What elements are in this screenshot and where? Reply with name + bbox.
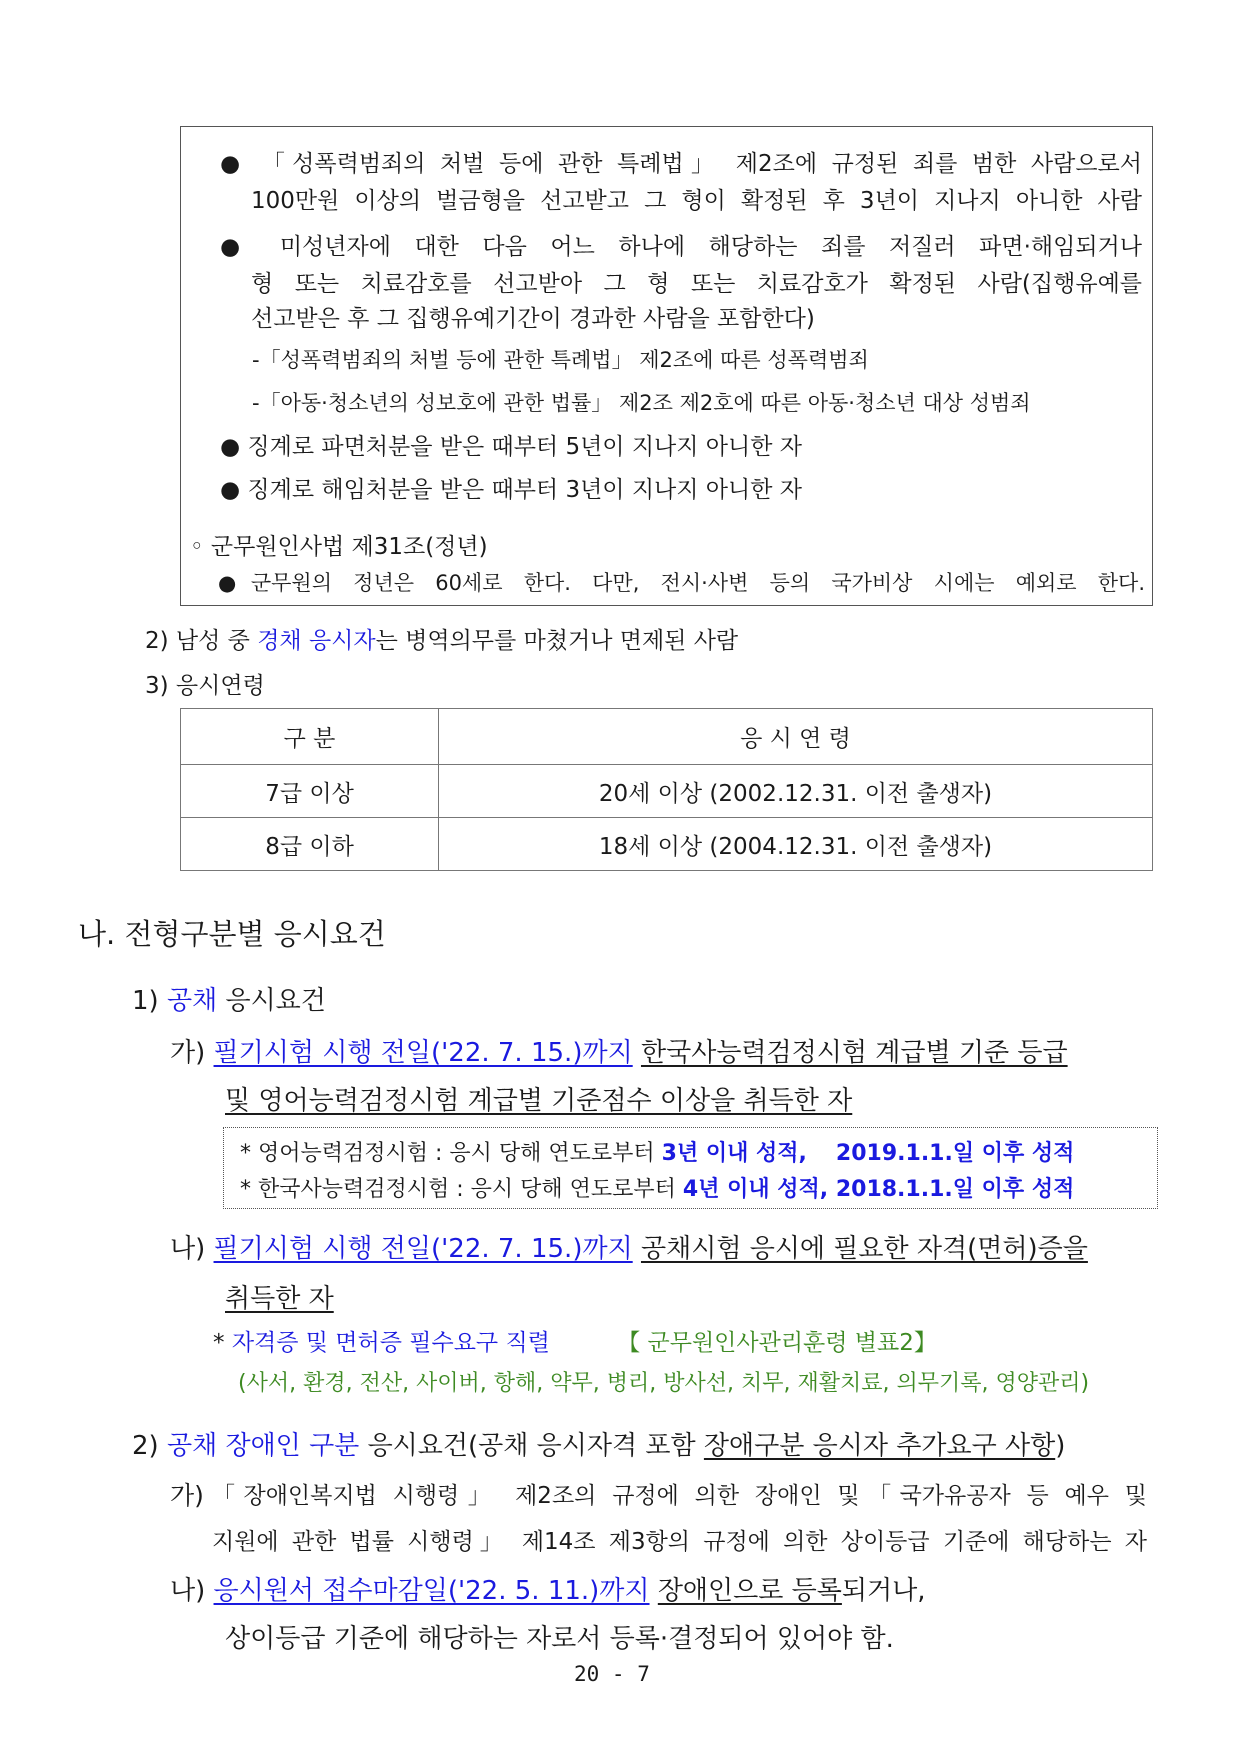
subsection-1-heading <box>132 980 326 1017</box>
page-number: 20 - 7 <box>574 1662 650 1686</box>
table-row <box>181 818 1153 871</box>
s2-na-registered: 장애인으로 등록 <box>657 1576 842 1606</box>
requirement-2 <box>145 622 738 655</box>
s1-ga-line1 <box>170 1032 1068 1069</box>
section-heading: 나. 전형구분별 응시요건 <box>78 917 386 951</box>
s1-na-line2-text: 취득한 자 <box>225 1284 334 1314</box>
score-note-1-c: 2019.1.1.일 이후 성적 <box>835 1141 1075 1166</box>
cert-list: (사서, 환경, 전산, 사이버, 항해, 약무, 병리, 방사선, 치무, 재활치료, 의무기록, 영양관리) <box>238 1371 1090 1396</box>
s1-na-deadline: 필기시험 시행 전일('22. 7. 15.)까지 <box>213 1234 633 1264</box>
cert-requirement <box>213 1324 937 1357</box>
table-cell: 20세 이상 (2002.12.31. 이전 출생자) <box>439 765 1153 818</box>
requirement-2-number: 2) <box>145 628 169 654</box>
score-note-1 <box>240 1136 1074 1167</box>
s1-ga-mark: 가) <box>170 1038 206 1068</box>
score-note-2 <box>240 1172 1074 1203</box>
s2-ga-line1: 「장애인복지법 시행령」 제2조의 규정에 의한 장애인 및「국가유공자 등 예우 및 <box>212 1483 1147 1509</box>
box-sub-item-1: -「성폭력범죄의 처벌 등에 관한 특례법」 제2조에 따른 성폭력범죄 <box>252 348 869 372</box>
cert-reference: 【 군무원인사관리훈령 별표2】 <box>617 1330 937 1356</box>
subsection-2-title: 응시요건(공채 응시자격 포함 <box>367 1431 696 1461</box>
s1-ga-deadline: 필기시험 시행 전일('22. 7. 15.)까지 <box>213 1038 633 1068</box>
law-title: ◦ 군무원인사법 제31조(정년) <box>190 534 488 560</box>
score-note-1-a: * 영어능력검정시험 : 응시 당해 연도로부터 <box>240 1141 655 1166</box>
table-row <box>181 765 1153 818</box>
box-item-2-line1: ● 미성년자에 대한 다음 어느 하나에 해당하는 죄를 저질러 파면·해임되거나 <box>220 234 1142 260</box>
requirement-2-text-c: 는 병역의무를 마쳤거나 면제된 사람 <box>375 628 739 654</box>
s1-ga-line2-text: 및 영어능력검정시험 계급별 기준점수 이상을 취득한 자 <box>225 1086 853 1116</box>
subsection-1-title: 응시요건 <box>225 986 326 1016</box>
subsection-2-number: 2) <box>132 1431 159 1461</box>
law-body: ●군무원의 정년은 60세로 한다. 다만, 전시·사변 등의 국가비상 시에는 예외로 한다. <box>218 571 1145 595</box>
score-note-2-a: * 한국사능력검정시험 : 응시 당해 연도로부터 <box>240 1177 676 1202</box>
subsection-2-heading <box>132 1425 1065 1462</box>
s2-na-deadline: 응시원서 접수마감일('22. 5. 11.)까지 <box>213 1576 650 1606</box>
box-item-1-line1: ● 「성폭력범죄의 처벌 등에 관한 특례법」 제2조에 규정된 죄를 범한 사람으로서 <box>220 151 1142 177</box>
cert-title: 자격증 및 면허증 필수요구 직렬 <box>231 1330 550 1356</box>
s1-na-line1 <box>170 1228 1088 1265</box>
s1-na-mark: 나) <box>170 1234 206 1264</box>
age-table-header-age: 응 시 연 령 <box>439 709 1153 765</box>
box-item-3: ● 징계로 파면처분을 받은 때부터 5년이 지나지 아니한 자 <box>220 434 802 460</box>
s1-na-rest: 공채시험 응시에 필요한 자격(면허)증을 <box>640 1234 1088 1264</box>
s2-ga-line2: 지원에 관한 법률 시행령」 제14조 제3항의 규정에 의한 상이등급 기준에 해당하는 자 <box>212 1529 1147 1555</box>
s2-na-line1 <box>170 1570 926 1607</box>
box-item-2-line2: 형 또는 치료감호를 선고받아 그 형 또는 치료감호가 확정된 사람(집행유예를 <box>251 271 1142 297</box>
box-item-2-line3: 선고받은 후 그 집행유예기간이 경과한 사람을 포함한다) <box>251 306 815 332</box>
box-item-1-line2: 100만원 이상의 벌금형을 선고받고 그 형이 확정된 후 3년이 지나지 아니한 사람 <box>251 188 1142 214</box>
subsection-2-close: ) <box>1055 1431 1066 1461</box>
age-table <box>180 708 1153 871</box>
s1-ga-rest: 한국사능력검정시험 계급별 기준 등급 <box>640 1038 1068 1068</box>
table-cell: 8급 이하 <box>181 818 439 871</box>
requirement-3-number: 3) <box>145 673 169 699</box>
s2-na-rest: 되거나, <box>841 1576 926 1606</box>
subsection-1-highlight: 공채 <box>166 986 218 1016</box>
subsection-2-highlight: 공채 장애인 구분 <box>166 1431 360 1461</box>
s1-ga-line2 <box>225 1080 852 1117</box>
box-item-4: ● 징계로 해임처분을 받은 때부터 3년이 지나지 아니한 자 <box>220 477 802 503</box>
age-table-header-category: 구 분 <box>181 709 439 765</box>
s2-ga-mark: 가) <box>170 1481 204 1510</box>
s2-na-mark: 나) <box>170 1576 206 1606</box>
subsection-2-underlined: 장애구분 응시자 추가요구 사항 <box>703 1431 1056 1461</box>
requirement-3-text: 응시연령 <box>175 673 265 699</box>
s1-na-line2 <box>225 1278 334 1315</box>
subsection-1-number: 1) <box>132 986 159 1016</box>
cert-star: * <box>213 1330 225 1356</box>
table-cell: 18세 이상 (2004.12.31. 이전 출생자) <box>439 818 1153 871</box>
score-note-2-b: 4년 이내 성적, 2018.1.1.일 이후 성적 <box>682 1177 1075 1202</box>
score-note-1-b: 3년 이내 성적, <box>661 1141 807 1166</box>
requirement-2-text-a: 남성 중 <box>175 628 250 654</box>
s2-na-line2: 상이등급 기준에 해당하는 자로서 등록·결정되어 있어야 함. <box>225 1624 894 1654</box>
requirement-3 <box>145 667 265 700</box>
requirement-2-highlight: 경채 응시자 <box>257 628 376 654</box>
table-cell: 7급 이상 <box>181 765 439 818</box>
box-sub-item-2: -「아동·청소년의 성보호에 관한 법률」 제2조 제2호에 따른 아동·청소년 대상 성범죄 <box>252 391 1031 415</box>
age-table-header <box>181 709 1153 765</box>
